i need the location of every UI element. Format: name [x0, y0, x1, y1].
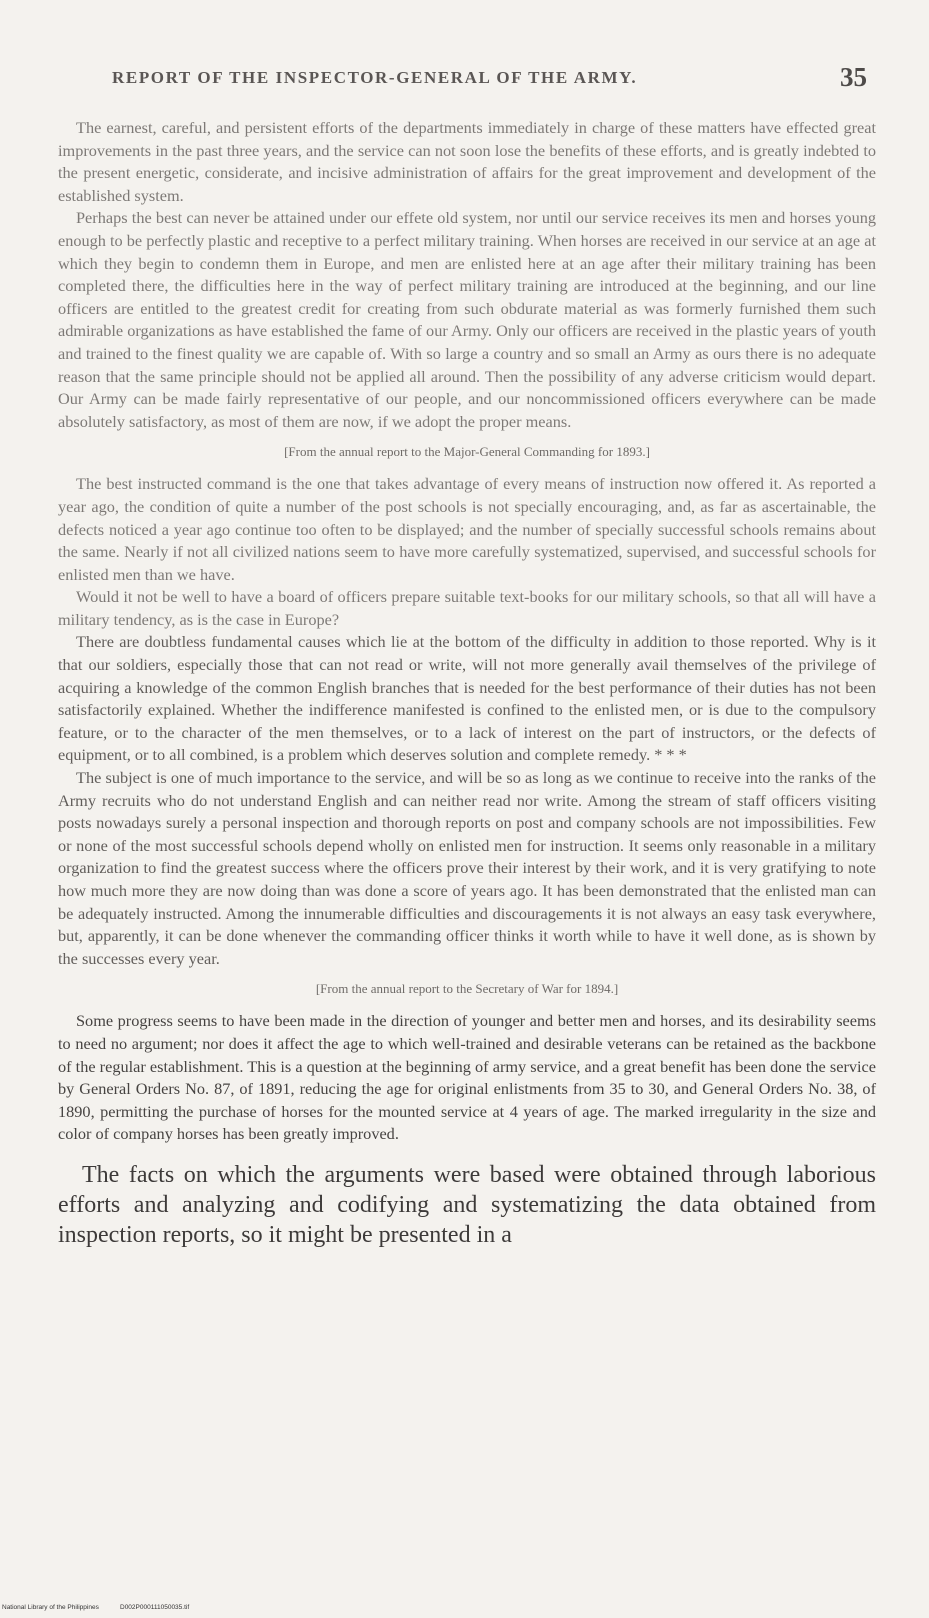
footer-file-code: D002P000111050035.tif — [120, 1604, 190, 1611]
source-note-1894: [From the annual report to the Secretary of War for 1894.] — [315, 981, 619, 997]
running-title: REPORT OF THE INSPECTOR-GENERAL OF THE ARMY. — [112, 68, 638, 87]
paragraph-7: Some progress seems to have been made in the direction of younger and better men and horses, and its desirability seems to need no argument; nor does it affect the age to which well-trained and desirable veterans can be retained as the backbone of the regular establishment. This is a question at the beginning of army service, and a great benefit has been done the service by General Orders No. 87, of 1891, reducing the age for original enlistments from 35 to 30, and General Orders No. 38, of 1890, permitting the purchase of horses for the mounted service at 4 years of age. The marked irregularity in the size and color of company horses has been greatly improved. — [58, 1011, 876, 1144]
paragraph-3: The best instructed command is the one that takes advantage of every means of instruction now offered it. As reported a year ago, the condition of quite a number of the post schools is not specially encouraging, and, as far as ascertainable, the defects noticed a year ago continue too often to be displayed; and the number of specially successful schools remains about the same. Nearly if not all civilized nations seem to have more carefully systematized, supervised, and successful schools for enlisted men than we have. — [58, 474, 876, 584]
source-note-1893: [From the annual report to the Major-General Commanding for 1893.] — [284, 444, 650, 460]
running-head — [112, 62, 867, 92]
scan-footer — [0, 1602, 929, 1616]
paragraph-2: Perhaps the best can never be attained under our effete old system, nor until our service receives its men and horses young enough to be perfectly plastic and receptive to a perfect military training. When horses are received in our service at an age at which they begin to condemn them in Europe, and men are enlisted here at an age after their military training has been completed there, the difficulties here in the way of perfect military training are introduced at the beginning, and our line officers are entitled to the greatest credit for creating from such obdurate material as was formerly furnished them such admirable organizations as have established the fame of our Army. Only our officers are received in the plastic years of youth and trained to the finest quality we are capable of. With so large a country and so small an Army as ours there is no adequate reason that the same principle should not be applied all around. Then the possibility of any adverse criticism would depart. Our Army can be made fairly representative of our people, and our noncommissioned officers everywhere can be made absolutely satisfactory, as most of them are now, if we adopt the proper means. — [58, 208, 876, 431]
paragraph-5: There are doubtless fundamental causes which lie at the bottom of the difficulty in addition to those reported. Why is it that our soldiers, especially those that can not read or write, will not more generally avail themselves of the privilege of acquiring a knowledge of the common English branches that is needed for the best performance of their duties has not been satisfactorily explained. Whether the indifference manifested is confined to the enlisted men, or is due to the compulsory feature, or to the character of the men themselves, or to a lack of interest on the part of instructors, or the defects of equipment, or to all combined, is a problem which deserves solution and complete remedy. * * * — [58, 632, 876, 765]
body-text — [58, 117, 876, 1250]
page-number: 35 — [840, 62, 867, 92]
paragraph-6: The subject is one of much importance to the service, and will be so as long as we continue to receive into the ranks of the Army recruits who do not understand English and can neither read nor write. Among the stream of staff officers visiting posts nowadays surely a personal inspection and thorough reports on post and company schools are not impossibilities. Few or none of the most successful schools depend wholly on enlisted men for instruction. It seems only reasonable in a military organization to find the greatest success where the officers prove their interest by their work, and it is very gratifying to note how much more they are now doing than was done a score of years ago. It has been demonstrated that the enlisted man can be adequately instructed. Among the innumerable difficulties and discouragements it is not always an easy task everywhere, but, apparently, it can be done whenever the commanding officer thinks it worth while to have it well done, as is shown by the successes every year. — [58, 768, 876, 968]
footer-library: National Library of the Philippines — [2, 1604, 99, 1611]
closing-paragraph: The facts on which the arguments were based were obtained through laborious efforts and analyzing and codifying and systematizing the data obtained from inspection reports, so it might be presented in a — [58, 1161, 876, 1248]
paragraph-1: The earnest, careful, and persistent efforts of the departments immediately in charge of these matters have effected great improvements in the past three years, and the service can not soon lose the benefits of these efforts, and is greatly indebted to the present energetic, considerate, and incisive administration of affairs for the great improvement and development of the established system. — [58, 118, 876, 205]
paragraph-4: Would it not be well to have a board of officers prepare suitable text-books for our military schools, so that all will have a military tendency, as is the case in Europe? — [58, 587, 876, 629]
